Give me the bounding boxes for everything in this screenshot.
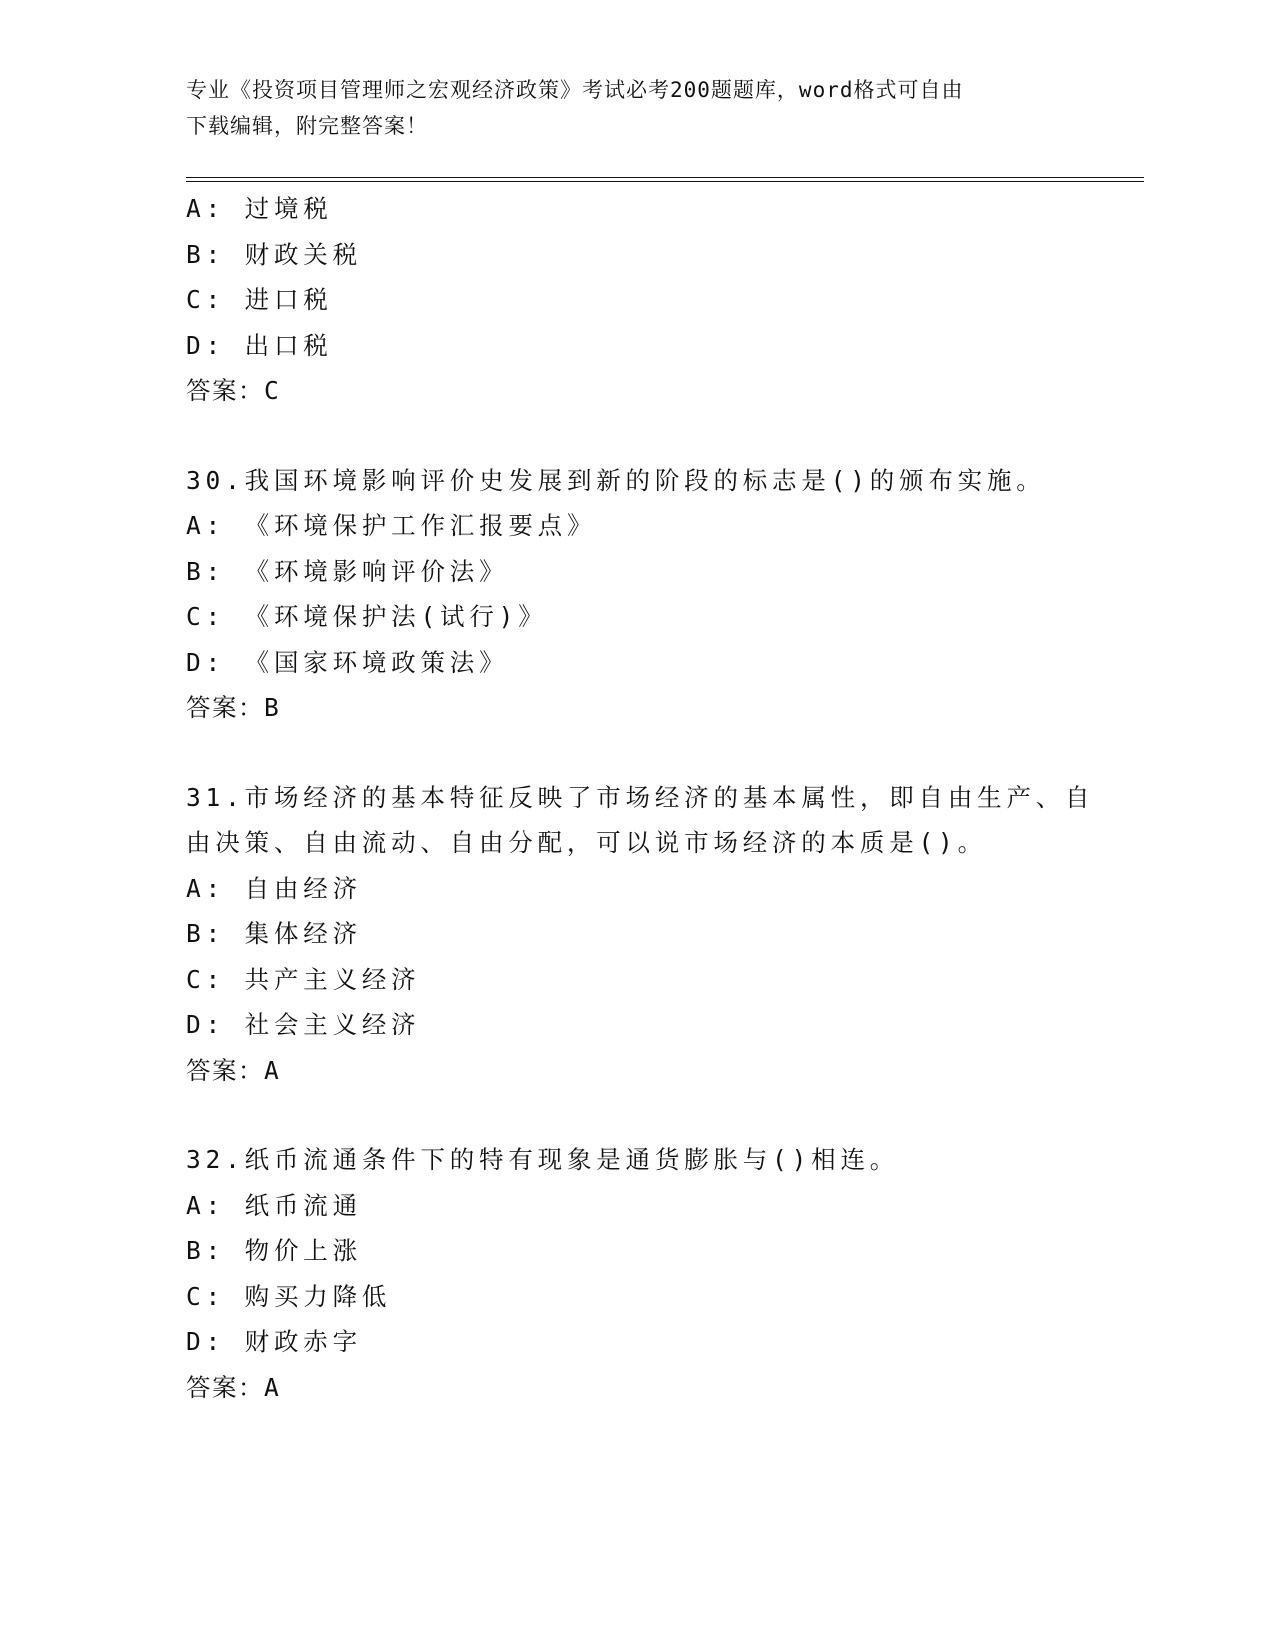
answer: 答案：C (186, 376, 281, 405)
spacer (186, 414, 1086, 458)
option-d: D: 社会主义经济 (186, 1010, 421, 1039)
question-text: 32.纸币流通条件下的特有现象是通货膨胀与()相连。 (186, 1145, 900, 1174)
question-block (186, 1137, 1086, 1410)
question-text: 由决策、自由流动、自由分配，可以说市场经济的本质是()。 (186, 828, 987, 857)
option-b: B: 《环境影响评价法》 (186, 556, 509, 586)
option-c: C: 进口税 (186, 285, 333, 314)
question-list (186, 186, 1095, 1410)
spacer (186, 731, 1086, 775)
header-line: 专业《投资项目管理师之宏观经济政策》考试必考200题题库，word格式可自由 (186, 78, 964, 102)
option-c: C: 购买力降低 (186, 1281, 392, 1311)
option-a: A: 纸币流通 (186, 1190, 362, 1220)
question-block (186, 458, 1086, 731)
option-c: C: 《环境保护法(试行)》 (186, 602, 548, 631)
option-a: A: 《环境保护工作汇报要点》 (186, 511, 597, 540)
option-b: B: 集体经济 (186, 919, 362, 948)
answer: 答案：A (186, 1372, 281, 1402)
option-d: D: 《国家环境政策法》 (186, 647, 509, 677)
option-a: A: 自由经济 (186, 873, 362, 903)
document-header (186, 72, 1066, 144)
answer: 答案：A (186, 1055, 281, 1085)
option-b: B: 物价上涨 (186, 1236, 362, 1265)
rule-line (186, 177, 1144, 178)
option-c: C: 共产主义经济 (186, 964, 421, 994)
option-a: A: 过境税 (186, 194, 333, 223)
rule-line (186, 181, 1144, 182)
option-d: D: 财政赤字 (186, 1327, 362, 1356)
question-text: 30.我国环境影响评价史发展到新的阶段的标志是()的颁布实施。 (186, 465, 1046, 495)
question-block (186, 186, 1086, 414)
header-line: 下载编辑，附完整答案！ (186, 114, 428, 138)
header-double-rule (186, 177, 1144, 182)
option-d: D: 出口税 (186, 330, 333, 360)
option-b: B: 财政关税 (186, 239, 362, 269)
spacer (186, 1093, 1086, 1137)
question-block (186, 775, 1095, 1094)
question-text: 31.市场经济的基本特征反映了市场经济的基本属性，即自由生产、自 (186, 782, 1095, 812)
answer: 答案：B (186, 693, 281, 722)
